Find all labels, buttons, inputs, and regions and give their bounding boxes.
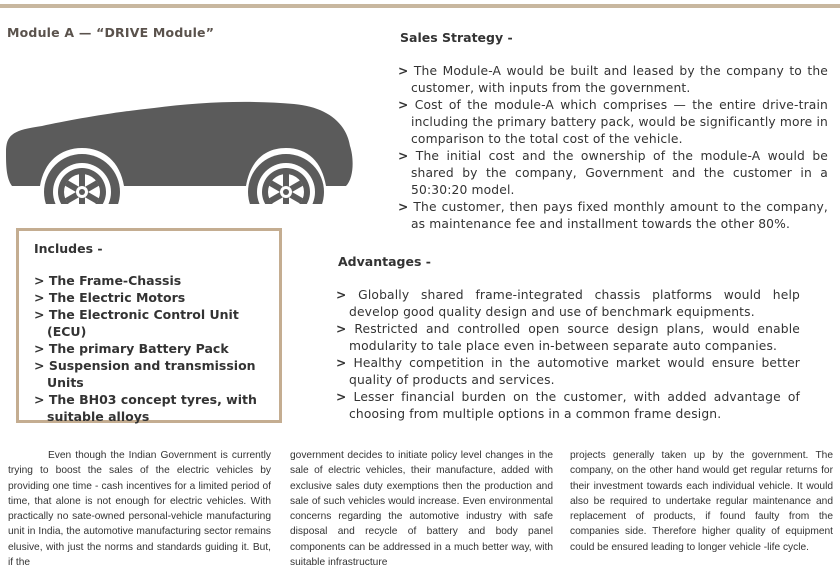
includes-box	[16, 228, 282, 423]
top-divider-bar	[0, 4, 840, 8]
sales-strategy-list	[398, 63, 828, 233]
advantages-item: > Healthy competition in the automotive market would ensure better quality of products and services.	[336, 356, 801, 387]
chassis-illustration	[4, 92, 360, 204]
advantages-item: > Restricted and controlled open source design plans, would enable modularity to tale place even in-between separate auto companies.	[336, 322, 801, 353]
includes-item: > The primary Battery Pack	[34, 341, 229, 356]
wheel-rear	[248, 154, 324, 204]
includes-heading: Includes -	[34, 241, 103, 256]
includes-item: > The Frame-Chassis	[34, 273, 182, 288]
includes-item: > The Electric Motors	[34, 290, 186, 305]
sales-strategy-heading: Sales Strategy -	[400, 30, 513, 45]
sales-strategy-item: > The Module-A would be built and leased by the company to the customer, with inputs from the government.	[398, 64, 829, 95]
sales-strategy-item: > The customer, then pays fixed monthly amount to the company, as maintenance fee and installment towards the other 80%.	[398, 200, 828, 231]
body-column-3: projects generally taken up by the government. The company, on the other hand would get regular returns for their investment towards each individual vehicle. It would also be required to undertake regular maintenance and replacement of products, if found faulty from the companies side. Therefore higher quality of equipment could be ensured leading to longer vehicle -life cycle.	[570, 450, 833, 553]
includes-item: > Suspension and transmission Units	[34, 358, 256, 390]
body-column-2: government decides to initiate policy level changes in the sale of electric vehicles, their manufacture, added with exclusive sales duty exemptions then the production and sale of such vehicles would increase. Even environmental concerns regarding the automotive industry with safe disposal and recycle of battery and body panel components can be addressed in a much better way, with suitable infrastructure	[290, 450, 553, 569]
advantages-item: > Globally shared frame-integrated chassis platforms would help develop good quality design and use of benchmark equipments.	[336, 288, 800, 319]
advantages-heading: Advantages -	[338, 254, 431, 269]
includes-item: > The BH03 concept tyres, with suitable alloys	[34, 392, 257, 424]
includes-item: > The Electronic Control Unit (ECU)	[34, 307, 239, 339]
includes-list	[34, 272, 279, 425]
sales-strategy-item: > The initial cost and the ownership of the module-A would be shared by the company, Government and the customer in a 50:30:20 model.	[398, 149, 828, 197]
module-title: Module A — “DRIVE Module”	[7, 25, 215, 40]
body-column-1: Even though the Indian Government is currently trying to boost the sales of the electric vehicles by providing one time - cash incentives for a limited period of time, that alone is not enough for electric vehicles. With practically no sate-owned personal-vehicle manufacturing unit in India, the automotive manufacturing sector remains elusive, with just the norms and standards guiding it. But, if the	[8, 450, 271, 569]
advantages-list	[336, 287, 800, 423]
sales-strategy-item: > Cost of the module-A which comprises — the entire drive-train including the primary battery pack, would be significantly more in comparison to the total cost of the vehicle.	[398, 98, 828, 146]
advantages-item: > Lesser financial burden on the customer, with added advantage of choosing from multiple options in a common frame design.	[336, 390, 800, 421]
wheel-front	[44, 154, 120, 204]
